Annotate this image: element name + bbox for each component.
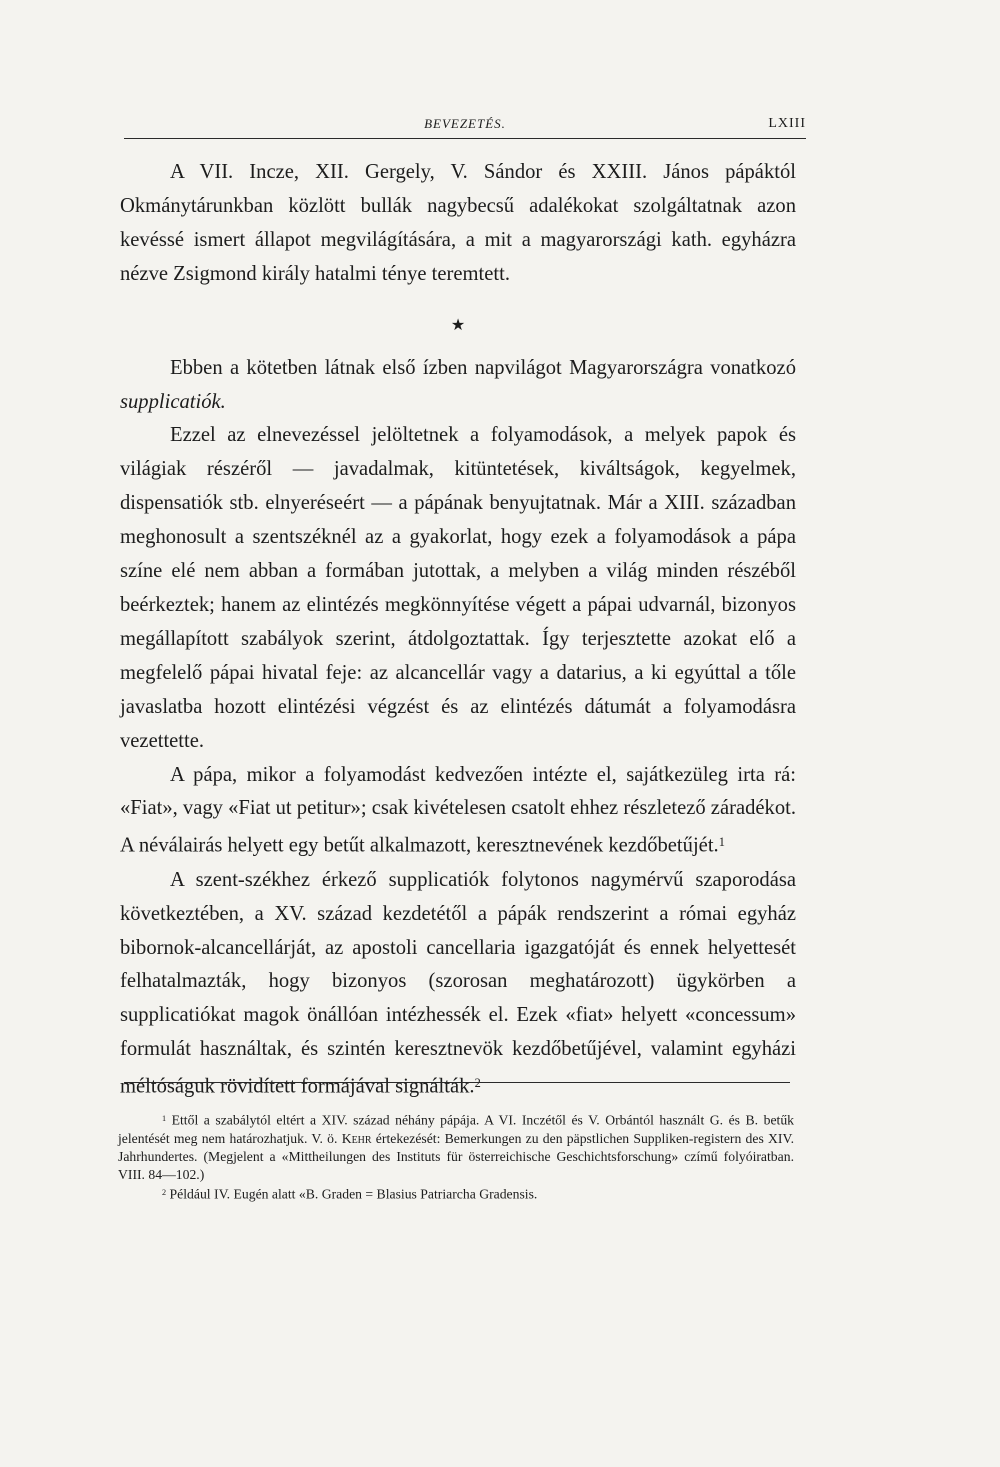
footnote-ref-2: 2 xyxy=(474,1076,481,1091)
page-header xyxy=(124,112,806,139)
footnote-ref-1: 1 xyxy=(718,835,725,850)
footnote-2 xyxy=(118,1184,794,1204)
footnote-2-mark: 2 xyxy=(162,1187,167,1197)
running-title: BEVEZETÉS. xyxy=(424,116,506,131)
footnote-1-mark: 1 xyxy=(162,1114,167,1123)
page-number: LXIII xyxy=(768,116,806,131)
star-divider: ★ xyxy=(450,316,466,334)
footnote-1-text-b: értekezését: Bemerkungen zu den päpstlichen Suppliken-registern des XIV. Jahrhundertes. (Megjelent a «Mittheilungen des Instituts für österreichische Geschichtsforschung» czímű folyóiratban. VIII. 84—102.) xyxy=(118,1130,795,1182)
body-text xyxy=(120,156,796,1105)
paragraph-5 xyxy=(120,864,796,1105)
footnote-2-text: Például IV. Eugén alatt «B. Graden = Blasius Patriarcha Gradensis. xyxy=(169,1186,538,1202)
paragraph-4 xyxy=(120,759,796,864)
footnotes xyxy=(118,1110,794,1203)
footnote-1 xyxy=(118,1110,794,1184)
paragraph-3: Ezzel az elnevezéssel jelöltetnek a folyamodások, a melyek papok és világiak részéről — javadalmak, kitüntetések, kiváltságok, kegyelmek, dispensatiók stb. elnyeréseért — a pápának benyujtatnak. Már a XIII. században meghonosult a szentszéknél az a gyakorlat, hogy ezek a folyamodások a pápa színe elé nem abban a formában jutottak, a melyben a világ minden részéből beérkeztek; hanem az elintézés megkönnyítése végett a pápai udvarnál, bizonyos megállapított szabályok szerint, átdolgoztattak. Így terjesztette azokat elő a megfelelő pápai hivatal feje: az alcancellár vagy a datarius, a ki egyúttal a tőle javaslatba hozott elintézési végzést és az elintézés dátumát a folyamodásra vezettette. xyxy=(120,424,796,752)
paragraph-1: A VII. Incze, XII. Gergely, V. Sándor és XXIII. János pápáktól Okmánytárunkban közlött bullák nagybecsű adalékokat szolgáltatnak azon kevéssé ismert állapot megvilágítására, a mit a magyarországi kath. egyházra nézve Zsigmond király hatalmi ténye teremtett. xyxy=(120,161,796,285)
paragraph-2-text: Ebben a kötetben látnak első ízben napvilágot Magyarországra vonatkozó xyxy=(170,356,796,379)
paragraph-4-text: A pápa, mikor a folyamodást kedvezően intézte el, sajátkezüleg irta rá: «Fiat», vagy «Fiat ut petitur»; csak kivételesen csatolt ehhez részletező záradékot. A néválairás helyett egy betűt alkalmazott, keresztnevének kezdőbetűjét. xyxy=(120,763,796,857)
paragraph-2-italic: supplicatiók. xyxy=(120,390,226,413)
footnote-1-text-a: Ettől a szabálytól eltért a XIV. század néhány pápája. A VI. Inczétől és V. Orbántól használt G. és B. betűk jelentését meg nem határozhatjuk. V. ö. xyxy=(118,1112,795,1146)
footnote-rule xyxy=(124,1082,790,1083)
footnote-1-author: Kehr xyxy=(341,1130,372,1146)
paragraph-5-text: A szent-székhez érkező supplicatiók folytonos nagymérvű szaporodása következtében, a XV. század kezdetétől a pápák rendszerint a római egyház bibornok-alcancellárját, az apostoli cancellaria igazgatóját és ennek helyettesét felhatalmazták, hogy bizonyos (szorosan meghatározott) ügykörben a supplicatiókat magok önállóan intézhessék el. Ezek «fiat» helyett «concessum» formulát használtak, és szintén keresztnevök kezdőbetűjével, valamint egyházi méltóságuk rövidített formájával signálták. xyxy=(120,868,796,1098)
paragraph-2 xyxy=(120,352,796,420)
